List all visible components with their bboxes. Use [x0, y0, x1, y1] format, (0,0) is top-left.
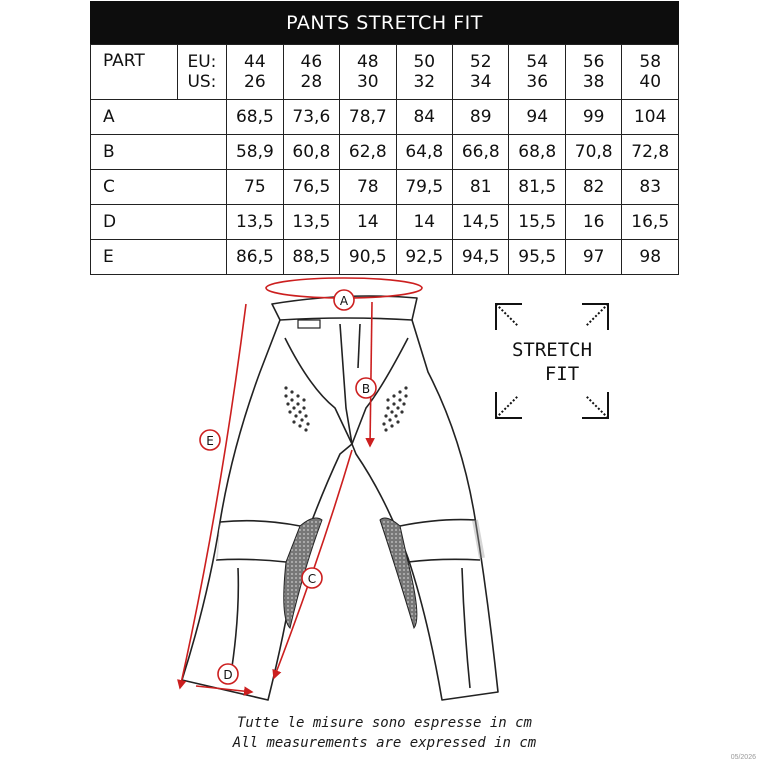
- size-header: [340, 45, 396, 100]
- eu-size: 46: [300, 52, 323, 72]
- measure-cell: 64,8: [396, 135, 452, 170]
- part-cell: D: [91, 205, 227, 240]
- marker-C: [302, 568, 322, 588]
- measure-cell: 14: [340, 205, 396, 240]
- eu-label: EU:: [187, 52, 217, 72]
- size-header: [396, 45, 452, 100]
- marker-C-label: C: [307, 572, 317, 586]
- part-header-label: PART: [103, 51, 145, 71]
- measure-cell: 89: [453, 100, 509, 135]
- measure-cell: 94,5: [453, 240, 509, 275]
- measure-cell: 66,8: [453, 135, 509, 170]
- pants-outline: [182, 296, 498, 700]
- us-size: 36: [526, 72, 549, 92]
- us-size: 30: [356, 72, 379, 92]
- marker-A: [334, 290, 354, 310]
- measure-cell: 72,8: [622, 135, 679, 170]
- table-row: [91, 100, 679, 135]
- eu-size: 54: [526, 52, 549, 72]
- stretch-label: STRETCH: [511, 339, 593, 361]
- left-vent-dots: [284, 386, 309, 431]
- size-header: [283, 45, 339, 100]
- measure-cell: 13,5: [283, 205, 339, 240]
- measure-cell: 78: [340, 170, 396, 205]
- measure-cell: 58,9: [227, 135, 283, 170]
- region-header: [177, 45, 226, 100]
- measure-cell: 88,5: [283, 240, 339, 275]
- marker-B: [356, 378, 376, 398]
- measure-cell: 60,8: [283, 135, 339, 170]
- right-vent-dots: [382, 386, 407, 431]
- measure-cell: 62,8: [340, 135, 396, 170]
- chart-title: PANTS STRETCH FIT: [90, 1, 679, 44]
- measure-cell: 83: [622, 170, 679, 205]
- part-cell: C: [91, 170, 227, 205]
- size-header: [622, 45, 679, 100]
- measure-cell: 84: [396, 100, 452, 135]
- eu-size: 50: [413, 52, 436, 72]
- marker-A-label: A: [339, 294, 349, 308]
- measure-cell: 90,5: [340, 240, 396, 275]
- part-cell: B: [91, 135, 227, 170]
- fit-label: FIT: [544, 363, 580, 385]
- right-knee-mesh: [380, 518, 417, 628]
- eu-size: 58: [639, 52, 662, 72]
- eu-size: 48: [356, 52, 379, 72]
- measure-cell: 81,5: [509, 170, 565, 205]
- waist-buckle: [298, 320, 320, 328]
- measure-cell: 68,8: [509, 135, 565, 170]
- measure-cell: 97: [565, 240, 621, 275]
- measure-lines: [180, 278, 422, 692]
- measure-cell: 13,5: [227, 205, 283, 240]
- us-size: 40: [639, 72, 662, 92]
- measure-cell: 92,5: [396, 240, 452, 275]
- four-arrows-stretch-icon: [496, 304, 608, 418]
- size-header: [565, 45, 621, 100]
- measure-cell: 76,5: [283, 170, 339, 205]
- marker-E-label: E: [206, 434, 214, 448]
- measure-cell: 68,5: [227, 100, 283, 135]
- measure-cell: 70,8: [565, 135, 621, 170]
- marker-D: [218, 664, 238, 684]
- part-cell: E: [91, 240, 227, 275]
- size-header: [227, 45, 283, 100]
- size-header: [453, 45, 509, 100]
- measure-cell: 78,7: [340, 100, 396, 135]
- measure-cell: 99: [565, 100, 621, 135]
- eu-size: 56: [582, 52, 605, 72]
- size-header: [509, 45, 565, 100]
- measure-cell: 86,5: [227, 240, 283, 275]
- us-size: 28: [300, 72, 323, 92]
- measure-cell: 14,5: [453, 205, 509, 240]
- us-size: 34: [469, 72, 492, 92]
- size-table: [90, 44, 679, 275]
- measure-cell: 82: [565, 170, 621, 205]
- table-row: [91, 205, 679, 240]
- measure-cell: 15,5: [509, 205, 565, 240]
- eu-size: 44: [244, 52, 266, 72]
- marker-D-label: D: [223, 668, 233, 682]
- us-size: 26: [244, 72, 266, 92]
- us-size: 38: [582, 72, 605, 92]
- part-cell: A: [91, 100, 227, 135]
- eu-size: 52: [469, 52, 492, 72]
- measure-cell: 95,5: [509, 240, 565, 275]
- measure-cell: 14: [396, 205, 452, 240]
- table-row: [91, 170, 679, 205]
- pants-diagram: [90, 268, 679, 768]
- measure-cell: 75: [227, 170, 283, 205]
- marker-E: [200, 430, 220, 450]
- measure-cell: 98: [622, 240, 679, 275]
- caption-english: All measurements are expressed in cm: [232, 735, 537, 751]
- measure-cell: 79,5: [396, 170, 452, 205]
- measure-cell: 16,5: [622, 205, 679, 240]
- part-header: [91, 45, 178, 100]
- measure-cell: 73,6: [283, 100, 339, 135]
- caption-italian: Tutte le misure sono espresse in cm: [236, 715, 532, 731]
- document-code: 05/2026: [730, 754, 756, 761]
- measure-cell: 16: [565, 205, 621, 240]
- table-header-row: [91, 45, 679, 100]
- measure-cell: 104: [622, 100, 679, 135]
- table-row: [91, 135, 679, 170]
- us-size: 32: [413, 72, 436, 92]
- measure-cell: 94: [509, 100, 565, 135]
- us-label: US:: [187, 72, 217, 92]
- measure-cell: 81: [453, 170, 509, 205]
- marker-B-label: B: [361, 382, 371, 396]
